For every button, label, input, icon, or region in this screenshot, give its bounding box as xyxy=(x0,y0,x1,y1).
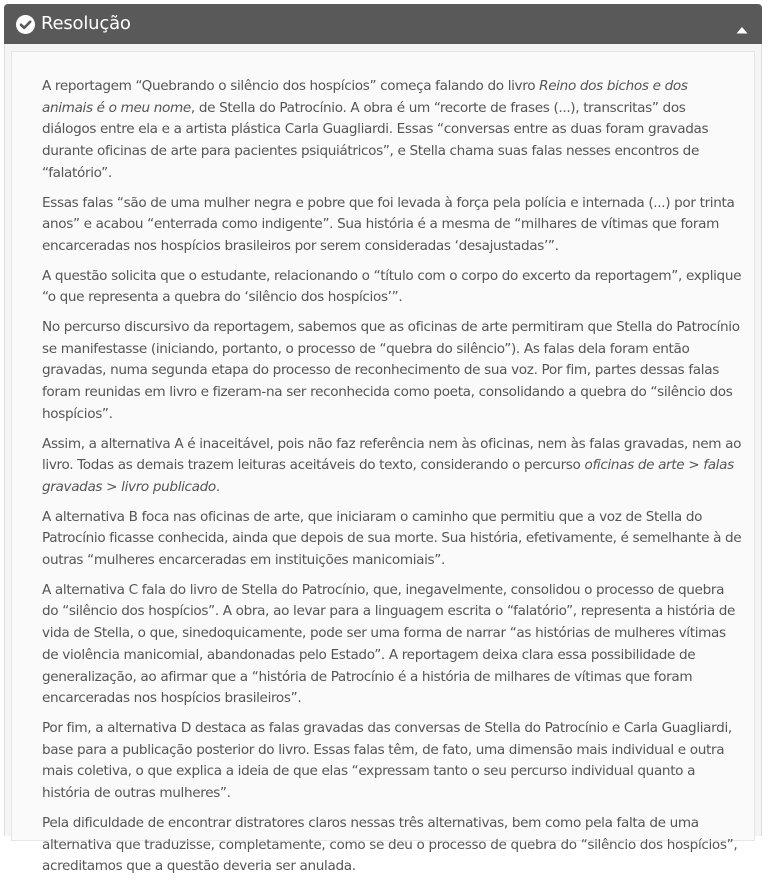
panel-header[interactable] xyxy=(4,4,762,44)
paragraph-5-text-c: . xyxy=(215,478,220,495)
paragraph-5-text-a: Assim, a alternativa A é inaceitável, pois não faz referência nem às oficinas, nem às falas gravadas, nem ao livro. Todas as demais trazem leituras aceitáveis do texto, considerando o percurso xyxy=(42,435,742,474)
paragraph-2: Essas falas “são de uma mulher negra e pobre que foi levada à força pela polícia e internada (...) por trinta anos” e acabou “enterrada como indigente”. Sua história é a mesma de “milhares de vítimas que foram encarceradas nos hospícios brasileiros por serem consideradas ‘desajustadas’”. xyxy=(42,194,735,254)
check-circle-icon xyxy=(16,15,35,34)
paragraph-3: A questão solicita que o estudante, relacionando o “título com o corpo do excerto da reportagem”, explique “o que representa a quebra do ‘silêncio dos hospícios’”. xyxy=(42,267,742,306)
resolution-panel xyxy=(4,4,762,875)
paragraph-4: No percurso discursivo da reportagem, sabemos que as oficinas de arte permitiram que Stella do Patrocínio se manifestasse (iniciando, portanto, o processo de “quebra do silêncio”). As falas dela foram então gravadas, numa segunda etapa do processo de reconhecimento de sua voz. Por fim, partes dessas falas foram reunidas em livro e fizeram-na ser reconhecida como poeta, consolidando a quebra do “silêncio dos hospícios”. xyxy=(42,319,740,422)
panel-title: Resolução xyxy=(41,13,131,34)
caret-up-icon[interactable] xyxy=(736,19,748,27)
paragraph-8: Por fim, a alternativa D destaca as falas gravadas das conversas de Stella do Patrocínio e Carla Guagliardi, base para a publicação posterior do livro. Essas falas têm, de fato, uma dimensão mais individual e outra mais coletiva, o que explica a ideia de que elas “expressam tanto o seu percurso individual quanto a história de outras mulheres”. xyxy=(42,719,732,802)
paragraph-7: A alternativa C fala do livro de Stella do Patrocínio, que, inegavelmente, consolidou o processo de quebra do “silêncio dos hospícios”. A obra, ao levar para a linguagem escrita o “falatório”, representa a história de vida de Stella, o que, sinedoquicamente, pode ser uma forma de narrar “as histórias de mulheres vítimas de violência manicomial, abandonadas pelo Estado”. A reportagem deixa clara essa possibilidade de generalização, ao afirmar que a “história de Patrocínio é a história de milhares de vítimas que foram encarceradas nos hospícios brasileiros”. xyxy=(42,581,736,707)
book-title-italic: Reino dos bichos e dos animais é o meu nome xyxy=(42,78,688,116)
panel-body xyxy=(4,44,762,875)
resolution-text xyxy=(42,76,742,886)
resolution-content xyxy=(11,51,755,875)
paragraph-1-text-a: A reportagem “Quebrando o silêncio dos hospícios” começa falando do livro xyxy=(42,78,540,94)
paragraph-5 xyxy=(42,434,742,499)
paragraph-6: A alternativa B foca nas oficinas de arte, que iniciaram o caminho que permitiu que a voz de Stella do Patrocínio ficasse conhecida, ainda que depois de sua morte. Sua história, efetivamente, é semelhante à de outras “mulheres encarceradas em instituições manicomiais”. xyxy=(42,508,742,569)
path-italic: oficinas de arte > falas gravadas > livro publicado xyxy=(42,457,734,495)
paragraph-1 xyxy=(42,76,742,185)
paragraph-1-text-c: , de Stella do Patrocínio. A obra é um “recorte de frases (...), transcritas” dos diálogos entre ela e a artista plástica Carla Guagliardi. Essas “conversas entre as duas foram gravadas durante oficinas de arte para pacientes psiquiátricos”, e Stella chama suas falas nesses encontros de “falatório”. xyxy=(42,99,709,181)
paragraph-9: Pela dificuldade de encontrar distratores claros nessas três alternativas, bem como pela falta de uma alternativa que traduzisse, completamente, como se deu o processo de quebra do “silêncio dos hospícios”, acreditamos que a questão deveria ser anulada. xyxy=(42,814,738,875)
